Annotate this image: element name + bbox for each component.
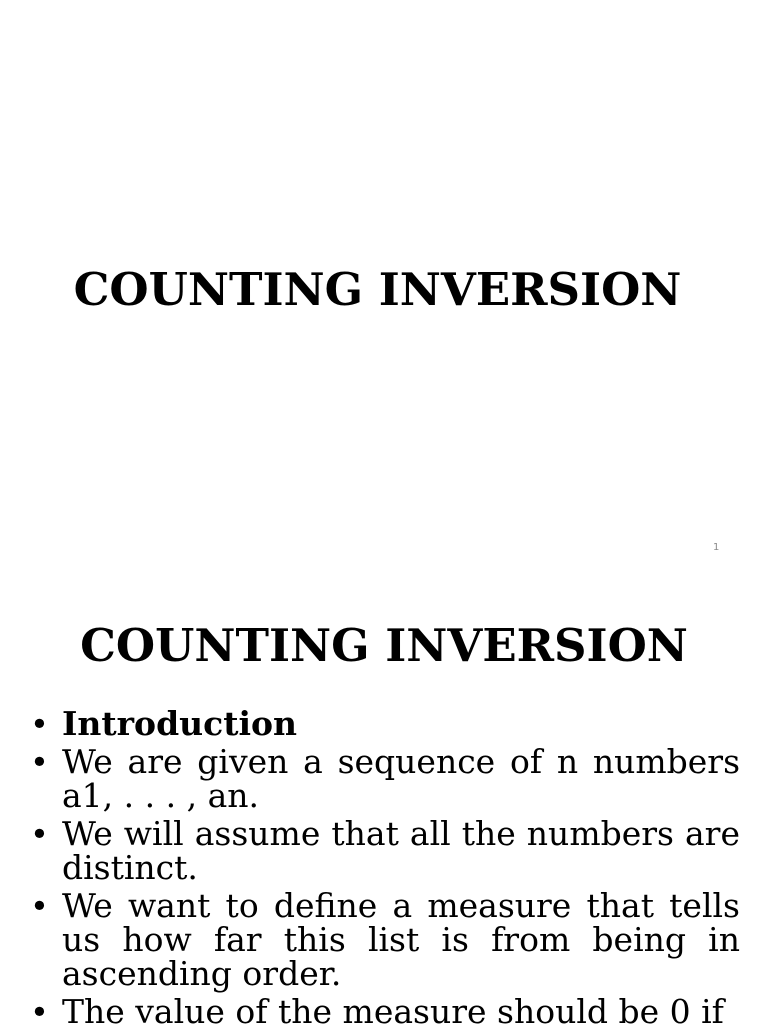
slide-2-title: COUNTING INVERSION xyxy=(80,619,688,672)
bullet-symbol: • xyxy=(30,887,49,925)
bullet-text: We want to define a measure that tells us how far this list is from being in ascending order. xyxy=(62,886,740,993)
slide-1-title: COUNTING INVERSION xyxy=(73,263,682,316)
slide-2 xyxy=(0,576,768,1024)
bullet-text: We will assume that all the numbers are distinct. xyxy=(62,814,740,887)
bullet-symbol: • xyxy=(30,993,49,1024)
bullet-item xyxy=(26,742,740,815)
bullet-item xyxy=(26,704,740,743)
bullet-item xyxy=(26,992,740,1024)
bullet-symbol: • xyxy=(30,815,49,853)
bullet-item xyxy=(26,886,740,993)
bullet-symbol: • xyxy=(30,705,49,743)
bullet-text: We are given a sequence of n numbers a1, . . . , an. xyxy=(62,742,740,815)
bullet-item xyxy=(26,814,740,887)
slide-number: 1 xyxy=(713,542,720,553)
bullet-list xyxy=(26,704,740,1024)
bullet-symbol: • xyxy=(30,743,49,781)
bullet-text: The value of the measure should be 0 if xyxy=(62,992,724,1024)
bullet-text-introduction: Introduction xyxy=(62,704,298,743)
